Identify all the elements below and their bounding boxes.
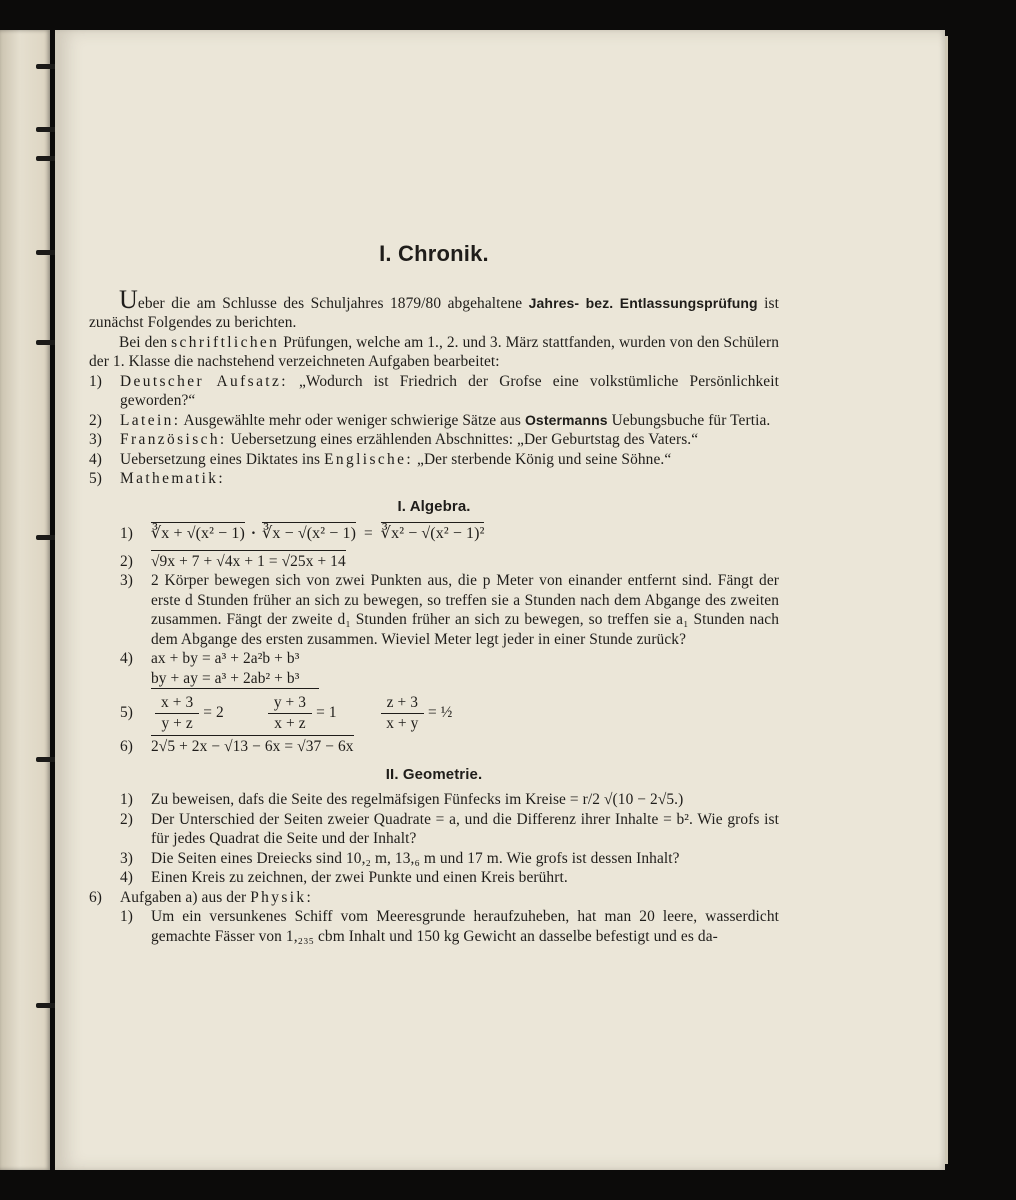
physik-item [120, 907, 779, 946]
problem-number: 1) [120, 525, 134, 542]
radical-expression: ∛x − √(x² − 1) [262, 522, 356, 544]
problem-text: 2 Körper bewegen sich von zwei Punkten aus, die p Meter von einander entfernt sind. Fängt der erste d Stunden früher an sich zu bewegen, so treffen sie a Stunden nach dem Abgange des zweiten zusammen. Fängt der zweite d₁ Stunden früher an sich zu bewegen, so treffen sie a₁ Stunden nach dem Abgange des ersten zusammen. Wieviel Meter legt jeder in einer Stunde zurück? [151, 572, 779, 648]
task-item [89, 469, 779, 489]
exam-text-a: Bei den [119, 333, 168, 351]
task-number: 2) [89, 411, 103, 429]
exam-text-b: Prüfungen, welche am 1., 2. und 3. März stattfanden, wurden von den Schülern der 1. Klasse die nachstehend verzeichneten Aufgaben bearbeitet: [89, 333, 780, 370]
task-number: 5) [89, 470, 103, 487]
drop-initial: U [119, 284, 138, 314]
task-subject: Mathematik: [120, 470, 226, 487]
task-item [89, 450, 779, 470]
algebra-heading: I. Algebra. [397, 497, 471, 515]
equation: 2√5 + 2x − √13 − 6x = √37 − 6x [151, 735, 354, 757]
algebra-problem-5 [120, 693, 779, 733]
page-content [89, 241, 780, 946]
rhs: = 2 [203, 704, 224, 722]
algebra-problem-3 [120, 571, 779, 649]
problem-number: 4) [120, 650, 134, 667]
task-number: 1) [89, 372, 103, 390]
problem-text: Um ein versunkenes Schiff vom Meeresgrunde heraufzuheben, hat man 20 leere, wasserdicht gemachte Fässer von 1,₂₃₅ cbm Inhalt und 150 kg Gewicht an dasselbe befestigt und es da- [151, 908, 779, 945]
problem-number: 2) [120, 552, 134, 570]
numerator: x + 3 [155, 693, 199, 714]
problem-number: 1) [120, 908, 134, 925]
fraction [155, 693, 199, 733]
problem-text: Einen Kreis zu zeichnen, der zwei Punkte und einen Kreis berührt. [151, 869, 568, 886]
algebra-problem-2 [120, 550, 779, 572]
denominator: x + y [386, 714, 419, 732]
task-subject: Physik: [250, 888, 314, 906]
algebra-problem-1 [120, 522, 779, 544]
task-subject: Englische: [324, 450, 414, 468]
task-text2: Uebungsbuche für Tertia. [611, 411, 771, 429]
task-subject: Latein: [120, 411, 181, 429]
problem-number: 2) [120, 810, 134, 828]
radical-expression: ∛x + √(x² − 1) [151, 522, 245, 544]
task-number: 4) [89, 450, 103, 468]
intro-tail: ist zunächst Folgendes zu berichten. [89, 294, 780, 331]
fraction [268, 693, 312, 733]
task-item [89, 411, 779, 431]
geometrie-item [120, 810, 779, 849]
geometrie-heading: II. Geometrie. [385, 765, 483, 783]
task-prefix: Aufgaben a) aus der [120, 888, 247, 906]
task-subject: Deutscher Aufsatz: [120, 372, 288, 390]
algebra-problem-4 [120, 649, 779, 689]
geometrie-item [120, 868, 779, 888]
problem-text: Zu beweisen, dafs die Seite des regelmäfsigen Fünfecks im Kreise = r/2 √(10 − 2√5.) [151, 791, 684, 808]
task-text: Uebersetzung eines erzählenden Abschnittes: „Der Geburtstag des Vaters.“ [230, 431, 699, 448]
problem-number: 1) [120, 791, 134, 808]
physik-task [89, 888, 779, 908]
geometrie-item [120, 849, 779, 869]
task-number: 3) [89, 431, 103, 448]
equation-line: by + ay = a³ + 2ab² + b³ [151, 669, 319, 690]
problem-number: 5) [120, 704, 134, 722]
problem-number: 3) [120, 572, 134, 589]
task-item [89, 372, 779, 411]
problem-number: 4) [120, 869, 134, 886]
problem-number: 6) [120, 738, 134, 755]
denominator: x + z [274, 714, 306, 732]
intro-paragraph [89, 284, 780, 333]
intro-bold: Jahres- bez. Entlassungsprüfung [528, 294, 758, 311]
fraction [381, 693, 424, 733]
numerator: z + 3 [381, 693, 424, 714]
equation-line: ax + by = a³ + 2a²b + b³ [151, 650, 300, 667]
equation: √9x + 7 + √4x + 1 = √25x + 14 [151, 550, 346, 572]
geometrie-item [120, 790, 779, 810]
task-bold: Ostermanns [524, 411, 608, 428]
task-text: Ausgewählte mehr oder weniger schwierige Sätze aus [183, 411, 521, 429]
task-number: 6) [89, 888, 103, 906]
task-prefix: Uebersetzung eines Diktates ins [120, 450, 321, 468]
task-item [89, 430, 779, 450]
equals-sign: = [364, 525, 373, 542]
exam-paragraph [89, 333, 779, 372]
rhs: = 1 [316, 704, 337, 722]
multiply-dot: · [250, 525, 257, 542]
rhs: = ½ [428, 704, 453, 722]
algebra-problem-6 [120, 735, 779, 757]
task-text: „Wodurch ist Friedrich der Grofse eine volkstümliche Persönlichkeit geworden?“ [120, 372, 779, 409]
problem-number: 3) [120, 849, 134, 867]
intro-text: eber die am Schlusse des Schuljahres 1879/80 abgehaltene [137, 294, 523, 312]
book-spine [0, 30, 50, 1170]
numerator: y + 3 [268, 693, 312, 714]
page-edge [945, 36, 948, 1164]
radical-expression: ∛x² − √(x² − 1)² [381, 522, 485, 544]
chapter-title: I. Chronik. [379, 241, 489, 266]
exam-text-spaced: schriftlichen [171, 333, 280, 351]
task-text: „Der sterbende König und seine Söhne.“ [417, 450, 672, 468]
task-subject: Französisch: [120, 431, 227, 448]
problem-text: Der Unterschied der Seiten zweier Quadrate = a, und die Differenz ihrer Inhalte = b². Wie grofs ist für jedes Quadrat die Seite und der Inhalt? [151, 810, 779, 847]
denominator: y + z [161, 714, 193, 732]
problem-text: Die Seiten eines Dreiecks sind 10,₂ m, 13,₆ m und 17 m. Wie grofs ist dessen Inhalt? [151, 849, 680, 867]
